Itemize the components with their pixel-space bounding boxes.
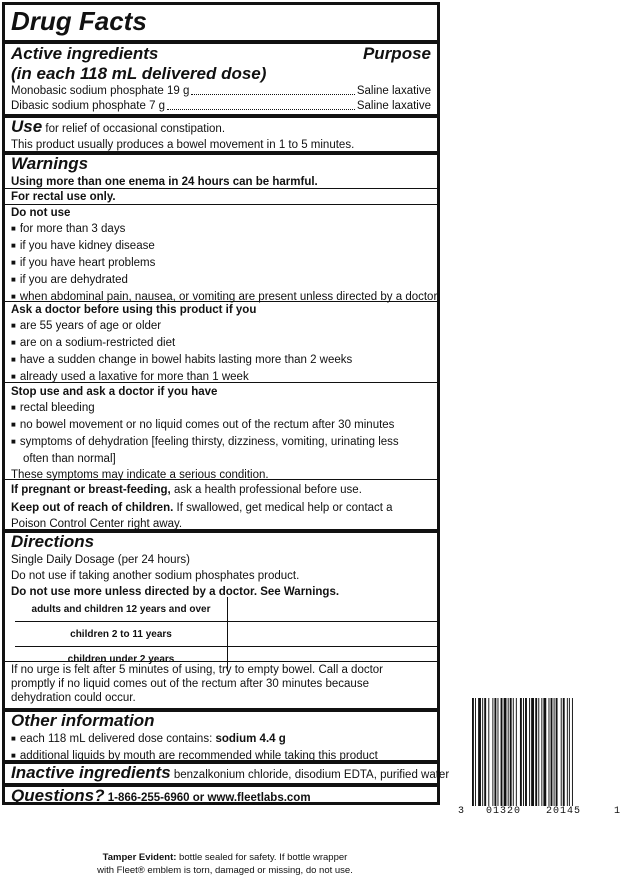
directions-bold: Do not use more unless directed by a doctor. See Warnings. [11,586,340,598]
warning-bold-1: Using more than one enema in 24 hours can be harmful. [11,176,318,188]
directions-line-1: Single Daily Dosage (per 24 hours) [11,554,190,566]
active-section [5,44,437,114]
age-cell: children 2 to 11 years [15,622,228,647]
list-item: ■ already used a laxative for more than 1 week [11,369,431,386]
dosage-table [15,597,437,671]
other-info-section [5,711,437,765]
divider [5,661,437,662]
tamper-text-1: bottle sealed for safety. If bottle wrapper [176,852,348,863]
list-item: ■ have a sudden change in bowel habits lasting more than 2 weeks [11,352,431,369]
list-item: ■ symptoms of dehydration [feeling thirsty, dizziness, vomiting, urinating less [11,434,431,451]
use-text: for relief of occasional constipation. [45,123,226,135]
tamper-evident-note [70,851,380,877]
barcode-digit-right: 1 [614,806,621,817]
purpose-heading: Purpose [362,44,431,63]
barcode-digit-left: 3 [458,806,465,817]
list-item: ■ additional liquids by mouth are recommended while taking this product [11,748,431,765]
do-not-use-heading: Do not use [11,207,71,219]
pregnant-bold: If pregnant or breast-feeding, [11,484,171,496]
stop-use-heading: Stop use and ask a doctor if you have [11,386,218,398]
age-cell: children under 2 years [15,647,228,672]
use-text-2: This product usually produces a bowel movement in 1 to 5 minutes. [11,139,355,151]
list-item: ■ are 55 years of age or older [11,318,431,335]
drug-facts-panel [2,2,450,805]
other-info-heading: Other information [11,711,155,730]
warnings-heading: Warnings [11,154,89,173]
list-item: ■ when abdominal pain, nausea, or vomiting are present unless directed by a doctor [11,289,431,306]
directions-after-1: If no urge is felt after 5 minutes of using, try to empty bowel. Call a doctor [11,664,384,676]
use-section [5,117,437,153]
inactive-heading: Inactive ingredients [11,763,171,782]
ingredient-purpose: Saline laxative [356,85,431,97]
dose-cell [228,597,438,622]
ingredient-purpose: Saline laxative [356,100,431,112]
keep-away-text-2: Poison Control Center right away. [11,518,183,530]
keep-away-text: If swallowed, get medical help or contact a [173,502,393,514]
list-item-continued: often than normal] [23,453,116,465]
keep-away-bold: Keep out of reach of children. [11,502,174,514]
list-item: ■ if you are dehydrated [11,272,431,289]
active-header [11,44,431,64]
rectal-use [5,189,437,205]
list-item: ■ if you have heart problems [11,255,431,272]
directions-after [5,663,437,705]
active-subheading: (in each 118 mL delivered dose) [11,64,267,83]
directions-line-2: Do not use if taking another sodium phosphates product. [11,570,300,582]
directions-after-2: promptly if no liquid comes out of the rectum after 30 minutes because [11,678,369,690]
tamper-text-2: with Fleet® emblem is torn, damaged or missing, do not use. [97,865,353,876]
tamper-bold: Tamper Evident: [102,852,177,863]
sodium-value: sodium 4.4 g [215,733,286,745]
page-title: Drug Facts [11,6,147,36]
ask-doctor-section [5,302,437,386]
stop-use-section [5,384,437,483]
use-heading: Use [11,117,43,136]
ingredient-row [11,99,431,114]
list-item: ■ no bowel movement or no liquid comes out of the rectum after 30 minutes [11,417,431,434]
divider [5,382,437,383]
list-item: ■ rectal bleeding [11,400,431,417]
ingredient-row [11,84,431,99]
ingredient-name: Monobasic sodium phosphate 19 g [11,85,190,97]
pregnant-text: ask a health professional before use. [170,484,362,496]
title-section [5,6,437,36]
pregnant-section [5,482,437,532]
directions-heading: Directions [11,532,95,551]
dose-cell [228,622,438,647]
list-item: ■ are on a sodium-restricted diet [11,335,431,352]
inactive-text: benzalkonium chloride, disodium EDTA, purified water [173,769,450,781]
directions-section [5,532,437,600]
barcode-image [470,698,608,806]
list-item: ■ for more than 3 days [11,221,431,238]
directions-after-3: dehydration could occur. [11,692,136,704]
warning-bold-2: For rectal use only. [11,191,116,203]
dot-leader [191,84,354,95]
ingredient-name: Dibasic sodium phosphate 7 g [11,100,166,112]
do-not-use-section [5,205,437,306]
table-row [15,622,437,647]
divider [5,479,437,480]
list-item: ■ if you have kidney disease [11,238,431,255]
questions-text: 1-866-255-6960 or www.fleetlabs.com [107,792,311,804]
stop-use-note: These symptoms may indicate a serious condition. [11,469,269,481]
inactive-section [5,763,450,783]
table-row [15,597,437,622]
dot-leader [167,99,355,110]
barcode-digits-2: 20145 [546,806,582,817]
list-item [11,731,431,748]
age-cell: adults and children 12 years and over [15,597,228,622]
warnings-section [5,154,437,190]
other-item-1: each 118 mL delivered dose contains: [19,733,216,745]
questions-heading: Questions? [11,786,105,805]
barcode-digits-1: 01320 [486,806,522,817]
ask-doctor-heading: Ask a doctor before using this product if you [11,304,257,316]
questions-section [5,786,437,806]
active-heading: Active ingredients [11,44,159,63]
